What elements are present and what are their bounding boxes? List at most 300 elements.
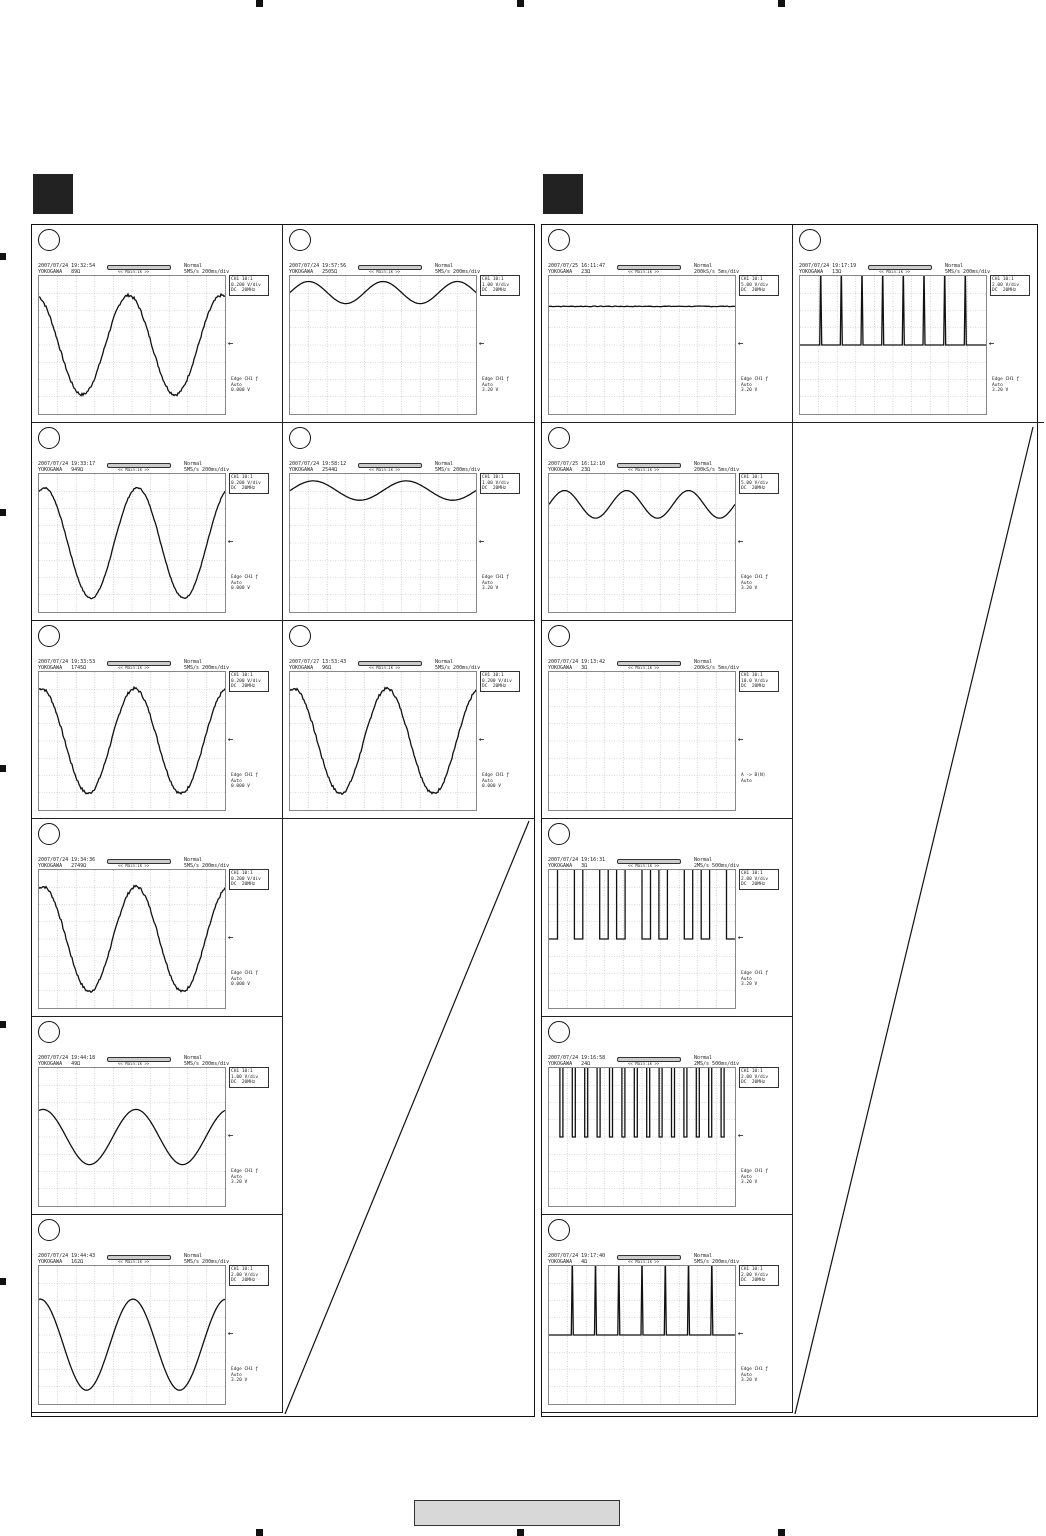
channel-vdiv: 5.00 V/div	[741, 282, 769, 288]
channel-coupling: DC 20MHz	[741, 288, 766, 293]
scope-cell	[32, 1017, 283, 1215]
scope-mode: Normal	[184, 263, 203, 269]
trigger-level-arrow-icon: ←	[479, 735, 485, 745]
trigger-info	[741, 575, 768, 592]
trigger-type: Edge CH1 ƒ	[231, 575, 259, 580]
channel-vdiv: 0.200 V/div	[482, 678, 512, 684]
scope-sample-rate: 5MS/s 200ms/div	[184, 1259, 230, 1265]
trigger-mode: Auto	[482, 778, 493, 784]
channel-coupling: DC 20MHz	[231, 1080, 256, 1085]
channel-coupling: DC 20MHz	[231, 684, 256, 689]
registration-mark	[0, 1021, 6, 1028]
scope-timestamp: 2007/07/24 19:16:58	[548, 1055, 606, 1061]
scope-measure-label: << Main:1k >>	[628, 1259, 660, 1264]
scope-acq-count: 23Ω	[581, 467, 591, 473]
scope-timestamp: 2007/07/25 16:11:47	[548, 263, 606, 269]
scope-mode-block	[435, 461, 480, 473]
scope-header	[38, 1055, 95, 1067]
scope-acq-count: 4Ω	[581, 1259, 588, 1265]
scope-acq-count: 2544Ω	[322, 467, 338, 473]
trigger-info	[741, 1169, 768, 1186]
channel-info-box	[739, 473, 779, 494]
circle-label-badge	[38, 427, 60, 449]
channel-vdiv: 0.200 V/div	[231, 480, 261, 486]
scope-mode: Normal	[184, 461, 203, 467]
channel-coupling: DC 20MHz	[992, 288, 1017, 293]
channel-info-box	[229, 671, 269, 692]
scope-acq-count: 23Ω	[581, 269, 591, 275]
scope-brand: YOKOGAWA	[548, 1259, 573, 1265]
channel-probe: CH1 10:1	[741, 475, 763, 480]
channel-probe: CH1 10:1	[741, 277, 763, 282]
scope-brand: YOKOGAWA	[548, 1061, 573, 1067]
scope-acq-count: 3Ω	[581, 863, 588, 869]
scope-mode-block	[184, 1055, 229, 1067]
scope-header	[548, 659, 605, 671]
channel-probe: CH1 10:1	[482, 673, 504, 678]
scope-header	[289, 659, 346, 671]
scope-header	[799, 263, 856, 275]
scope-timestamp: 2007/07/24 19:44:18	[38, 1055, 96, 1061]
scope-cell	[32, 819, 283, 1017]
trigger-type: Edge CH1 ƒ	[741, 377, 769, 382]
scope-measure-label: << Main:1k >>	[628, 269, 660, 274]
scope-measure-label: << Main:1k >>	[118, 269, 150, 274]
scope-mode: Normal	[435, 263, 454, 269]
trigger-mode: Auto	[741, 778, 752, 784]
channel-coupling: DC 20MHz	[231, 486, 256, 491]
scope-mode: Normal	[435, 659, 454, 665]
channel-vdiv: 2.00 V/div	[741, 1074, 769, 1080]
scope-measure-label: << Main:1k >>	[879, 269, 911, 274]
scope-acq-count: 162Ω	[71, 1259, 84, 1265]
circle-label-badge	[38, 823, 60, 845]
scope-timestamp: 2007/07/24 19:33:17	[38, 461, 96, 467]
scope-sample-rate: 2MS/s 500ms/div	[694, 863, 740, 869]
scope-header	[38, 1253, 95, 1265]
scope-mode-block	[435, 263, 480, 275]
scope-mode: Normal	[694, 1055, 713, 1061]
scope-cell	[32, 423, 283, 621]
channel-vdiv: 0.200 V/div	[231, 876, 261, 882]
scope-mode-block	[184, 263, 229, 275]
trigger-level-arrow-icon: ←	[738, 933, 744, 943]
trigger-info	[741, 377, 768, 394]
trigger-info	[482, 575, 509, 592]
trigger-level-arrow-icon: ←	[228, 537, 234, 547]
circle-label-badge	[548, 1021, 570, 1043]
scope-brand: YOKOGAWA	[38, 467, 63, 473]
scope-measure-label: << Main:1k >>	[369, 269, 401, 274]
scope-graticule	[548, 671, 736, 811]
channel-info-box	[990, 275, 1030, 296]
scope-graticule	[38, 671, 226, 811]
trigger-mode: Auto	[741, 1174, 752, 1180]
scope-cell	[793, 225, 1044, 423]
scope-header	[548, 263, 605, 275]
channel-coupling: DC 20MHz	[231, 288, 256, 293]
scope-mode: Normal	[694, 461, 713, 467]
scope-cell	[32, 225, 283, 423]
registration-mark	[0, 1278, 6, 1285]
trigger-level-arrow-icon: ←	[738, 339, 744, 349]
trigger-mode: Auto	[992, 382, 1003, 388]
trigger-level-arrow-icon: ←	[228, 339, 234, 349]
registration-mark	[0, 509, 6, 516]
scope-cell	[32, 1215, 283, 1413]
scope-header	[548, 1055, 605, 1067]
scope-brand: YOKOGAWA	[548, 467, 573, 473]
scope-measure-label: << Main:1k >>	[369, 665, 401, 670]
scope-brand: YOKOGAWA	[548, 863, 573, 869]
scope-timestamp: 2007/07/24 19:33:53	[38, 659, 96, 665]
scope-acq-count: 89Ω	[71, 269, 81, 275]
channel-vdiv: 1.00 V/div	[482, 282, 510, 288]
scope-graticule	[289, 671, 477, 811]
scope-graticule	[38, 869, 226, 1009]
channel-probe: CH1 10:1	[482, 277, 504, 282]
scope-sample-rate: 200kS/s 5ms/div	[694, 269, 740, 275]
scope-header	[548, 461, 605, 473]
scope-cell	[542, 621, 793, 819]
trigger-level: 0.000 V	[482, 784, 501, 789]
page-number-box	[414, 1500, 620, 1526]
trigger-type: Edge CH1 ƒ	[992, 377, 1020, 382]
trigger-level: 0.000 V	[231, 784, 250, 789]
scope-timestamp: 2007/07/25 16:12:10	[548, 461, 606, 467]
trigger-mode: Auto	[231, 1174, 242, 1180]
scope-brand: YOKOGAWA	[38, 1061, 63, 1067]
scope-acq-count: 24Ω	[581, 1061, 591, 1067]
channel-coupling: DC 20MHz	[231, 1278, 256, 1283]
trigger-level: 3.20 V	[231, 1180, 248, 1185]
channel-info-box	[739, 869, 779, 890]
scope-sample-rate: 5MS/s 200ms/div	[184, 467, 230, 473]
scope-acq-count: 1745Ω	[71, 665, 87, 671]
scope-graticule	[548, 869, 736, 1009]
trigger-level-arrow-icon: ←	[228, 1329, 234, 1339]
scope-acq-count: 49Ω	[71, 1061, 81, 1067]
scope-graticule	[38, 473, 226, 613]
scope-sample-rate: 200kS/s 5ms/div	[694, 467, 740, 473]
scope-timestamp: 2007/07/24 19:44:43	[38, 1253, 96, 1259]
scope-sample-rate: 5MS/s 200ms/div	[435, 665, 481, 671]
scope-mode-block	[435, 659, 480, 671]
scope-graticule	[289, 275, 477, 415]
registration-mark	[778, 0, 785, 7]
trigger-info	[992, 377, 1019, 394]
scope-acq-count: 13Ω	[832, 269, 842, 275]
scope-sample-rate: 5MS/s 200ms/div	[184, 665, 230, 671]
scope-cell	[283, 621, 534, 819]
scope-cell	[542, 225, 793, 423]
channel-vdiv: 0.200 V/div	[231, 678, 261, 684]
circle-label-badge	[38, 229, 60, 251]
channel-info-box	[480, 275, 520, 296]
scope-cell	[283, 225, 534, 423]
trigger-level-arrow-icon: ←	[738, 1131, 744, 1141]
trigger-info	[231, 1367, 258, 1384]
channel-coupling: DC 20MHz	[482, 486, 507, 491]
scope-mode-block	[694, 1055, 739, 1067]
registration-mark	[256, 1529, 263, 1536]
scope-cell	[283, 423, 534, 621]
trigger-type: Edge CH1 ƒ	[482, 575, 510, 580]
trigger-type: A -> B(N)	[741, 773, 766, 778]
scope-header	[38, 263, 95, 275]
channel-coupling: DC 20MHz	[741, 1278, 766, 1283]
channel-vdiv: 1.00 V/div	[482, 480, 510, 486]
scope-mode-block	[184, 857, 229, 869]
circle-label-badge	[289, 229, 311, 251]
scope-timestamp: 2007/07/24 19:13:42	[548, 659, 606, 665]
scope-brand: YOKOGAWA	[799, 269, 824, 275]
scope-acq-count: 949Ω	[71, 467, 84, 473]
scope-cell	[542, 423, 793, 621]
trigger-level: 3.20 V	[741, 388, 758, 393]
trigger-mode: Auto	[231, 778, 242, 784]
scope-graticule	[799, 275, 987, 415]
trigger-info	[231, 1169, 258, 1186]
circle-label-badge	[38, 625, 60, 647]
trigger-info	[482, 773, 509, 790]
trigger-info	[741, 971, 768, 988]
scope-sample-rate: 5MS/s 200ms/div	[435, 269, 481, 275]
scope-timestamp: 2007/07/24 19:32:54	[38, 263, 96, 269]
channel-info-box	[739, 1067, 779, 1088]
channel-coupling: DC 20MHz	[741, 882, 766, 887]
registration-mark	[517, 1529, 524, 1536]
scope-mode: Normal	[694, 659, 713, 665]
scope-sample-rate: 5MS/s 200ms/div	[184, 863, 230, 869]
scope-header	[38, 461, 95, 473]
scope-mode-block	[694, 659, 739, 671]
circle-label-badge	[799, 229, 821, 251]
trigger-type: Edge CH1 ƒ	[741, 1169, 769, 1174]
section-marker-right	[543, 174, 583, 214]
trigger-level: 0.000 V	[231, 982, 250, 987]
trigger-level-arrow-icon: ←	[738, 1329, 744, 1339]
scope-mode: Normal	[694, 1253, 713, 1259]
trigger-level-arrow-icon: ←	[738, 735, 744, 745]
scope-mode-block	[184, 659, 229, 671]
scope-sample-rate: 5MS/s 200ms/div	[945, 269, 991, 275]
scope-brand: YOKOGAWA	[38, 1259, 63, 1265]
scope-measure-label: << Main:1k >>	[118, 1061, 150, 1066]
scope-timestamp: 2007/07/24 19:34:36	[38, 857, 96, 863]
scope-graticule	[548, 473, 736, 613]
channel-vdiv: 2.00 V/div	[741, 1272, 769, 1278]
scope-graticule	[38, 1067, 226, 1207]
channel-info-box	[229, 275, 269, 296]
trigger-mode: Auto	[741, 382, 752, 388]
channel-coupling: DC 20MHz	[231, 882, 256, 887]
circle-label-badge	[38, 1219, 60, 1241]
trigger-level-arrow-icon: ←	[228, 735, 234, 745]
scope-header	[548, 857, 605, 869]
trigger-mode: Auto	[741, 976, 752, 982]
waveform-trace	[290, 282, 476, 304]
trigger-info	[231, 773, 258, 790]
trigger-level: 3.20 V	[482, 586, 499, 591]
scope-sample-rate: 200kS/s 5ms/div	[694, 665, 740, 671]
trigger-level-arrow-icon: ←	[479, 339, 485, 349]
channel-vdiv: 1.00 V/div	[231, 1074, 259, 1080]
section-marker-left	[33, 174, 73, 214]
trigger-level: 3.20 V	[741, 982, 758, 987]
scope-sample-rate: 5MS/s 200ms/div	[435, 467, 481, 473]
channel-probe: CH1 10:1	[482, 475, 504, 480]
channel-probe: CH1 10:1	[992, 277, 1014, 282]
scope-brand: YOKOGAWA	[548, 665, 573, 671]
trigger-level-arrow-icon: ←	[738, 537, 744, 547]
scope-mode: Normal	[694, 263, 713, 269]
scope-brand: YOKOGAWA	[548, 269, 573, 275]
circle-label-badge	[548, 1219, 570, 1241]
scope-sample-rate: 5MS/s 200ms/div	[694, 1259, 740, 1265]
registration-mark	[256, 0, 263, 7]
trigger-mode: Auto	[231, 382, 242, 388]
scope-timestamp: 2007/07/27 13:53:43	[289, 659, 347, 665]
channel-probe: CH1 10:1	[231, 1267, 253, 1272]
scope-brand: YOKOGAWA	[289, 467, 314, 473]
trigger-type: Edge CH1 ƒ	[741, 1367, 769, 1372]
channel-vdiv: 2.00 V/div	[992, 282, 1020, 288]
trigger-mode: Auto	[231, 976, 242, 982]
channel-info-box	[739, 671, 779, 692]
scope-mode-block	[694, 857, 739, 869]
scope-brand: YOKOGAWA	[38, 665, 63, 671]
channel-vdiv: 2.00 V/div	[231, 1272, 259, 1278]
scope-measure-label: << Main:1k >>	[369, 467, 401, 472]
scope-mode: Normal	[184, 857, 203, 863]
scope-acq-count: 2505Ω	[322, 269, 338, 275]
trigger-mode: Auto	[231, 580, 242, 586]
trigger-mode: Auto	[741, 1372, 752, 1378]
trigger-level-arrow-icon: ←	[479, 537, 485, 547]
channel-info-box	[229, 869, 269, 890]
trigger-level: 0.000 V	[231, 388, 250, 393]
scope-measure-label: << Main:1k >>	[628, 665, 660, 670]
trigger-info	[231, 971, 258, 988]
trigger-type: Edge CH1 ƒ	[231, 971, 259, 976]
scope-mode: Normal	[184, 659, 203, 665]
channel-info-box	[229, 1265, 269, 1286]
channel-info-box	[229, 1067, 269, 1088]
scope-mode: Normal	[945, 263, 964, 269]
scope-header	[548, 1253, 605, 1265]
empty-cell-diagonal	[793, 425, 1037, 1416]
scope-graticule	[548, 275, 736, 415]
trigger-type: Edge CH1 ƒ	[231, 773, 259, 778]
trigger-mode: Auto	[741, 580, 752, 586]
channel-probe: CH1 10:1	[231, 475, 253, 480]
circle-label-badge	[548, 229, 570, 251]
scope-mode-block	[945, 263, 990, 275]
waveform-trace	[549, 306, 735, 307]
trigger-type: Edge CH1 ƒ	[231, 1367, 259, 1372]
scope-mode: Normal	[184, 1253, 203, 1259]
scope-measure-label: << Main:1k >>	[118, 665, 150, 670]
scope-graticule	[289, 473, 477, 613]
scope-timestamp: 2007/07/24 19:16:31	[548, 857, 606, 863]
scope-mode: Normal	[435, 461, 454, 467]
scope-measure-label: << Main:1k >>	[628, 467, 660, 472]
trigger-info	[231, 377, 258, 394]
trigger-level: 0.000 V	[231, 586, 250, 591]
trigger-level: 3.20 V	[741, 1378, 758, 1383]
scope-cell	[32, 621, 283, 819]
scope-measure-label: << Main:1k >>	[118, 1259, 150, 1264]
scope-cell	[542, 1215, 793, 1413]
channel-coupling: DC 20MHz	[482, 684, 507, 689]
channel-coupling: DC 20MHz	[482, 288, 507, 293]
trigger-mode: Auto	[482, 580, 493, 586]
scope-brand: YOKOGAWA	[38, 269, 63, 275]
channel-probe: CH1 10:1	[231, 673, 253, 678]
trigger-level: 3.20 V	[231, 1378, 248, 1383]
scope-mode-block	[694, 263, 739, 275]
channel-info-box	[739, 1265, 779, 1286]
scope-brand: YOKOGAWA	[38, 863, 63, 869]
channel-vdiv: 2.00 V/div	[741, 876, 769, 882]
scope-header	[38, 659, 95, 671]
scope-timestamp: 2007/07/24 19:58:12	[289, 461, 347, 467]
waveform-panel-right	[541, 224, 1038, 1417]
trigger-info	[482, 377, 509, 394]
channel-probe: CH1 10:1	[231, 871, 253, 876]
scope-timestamp: 2007/07/24 19:57:56	[289, 263, 347, 269]
circle-label-badge	[548, 427, 570, 449]
trigger-info	[741, 1367, 768, 1384]
scope-mode-block	[184, 461, 229, 473]
channel-probe: CH1 10:1	[741, 1069, 763, 1074]
channel-coupling: DC 20MHz	[741, 684, 766, 689]
scope-header	[38, 857, 95, 869]
scope-mode-block	[694, 1253, 739, 1265]
scope-measure-label: << Main:1k >>	[118, 467, 150, 472]
channel-vdiv: 10.0 V/div	[741, 678, 769, 684]
trigger-level-arrow-icon: ←	[228, 1131, 234, 1141]
trigger-level-arrow-icon: ←	[228, 933, 234, 943]
scope-mode-block	[184, 1253, 229, 1265]
scope-mode: Normal	[184, 1055, 203, 1061]
circle-label-badge	[38, 1021, 60, 1043]
circle-label-badge	[548, 823, 570, 845]
scope-graticule	[548, 1067, 736, 1207]
trigger-mode: Auto	[231, 1372, 242, 1378]
scope-acq-count: 2749Ω	[71, 863, 87, 869]
scope-acq-count: 3Ω	[581, 665, 588, 671]
channel-probe: CH1 10:1	[231, 1069, 253, 1074]
channel-probe: CH1 10:1	[741, 1267, 763, 1272]
scope-header	[289, 461, 346, 473]
scope-graticule	[38, 275, 226, 415]
channel-info-box	[739, 275, 779, 296]
scope-header	[289, 263, 346, 275]
scope-cell	[542, 1017, 793, 1215]
scope-brand: YOKOGAWA	[289, 269, 314, 275]
scope-acq-count: 96Ω	[322, 665, 332, 671]
registration-mark	[517, 0, 524, 7]
scope-brand: YOKOGAWA	[289, 665, 314, 671]
scope-sample-rate: 2MS/s 500ms/div	[694, 1061, 740, 1067]
scope-measure-label: << Main:1k >>	[628, 1061, 660, 1066]
trigger-type: Edge CH1 ƒ	[231, 1169, 259, 1174]
scope-measure-label: << Main:1k >>	[628, 863, 660, 868]
channel-info-box	[480, 473, 520, 494]
trigger-mode: Auto	[482, 382, 493, 388]
